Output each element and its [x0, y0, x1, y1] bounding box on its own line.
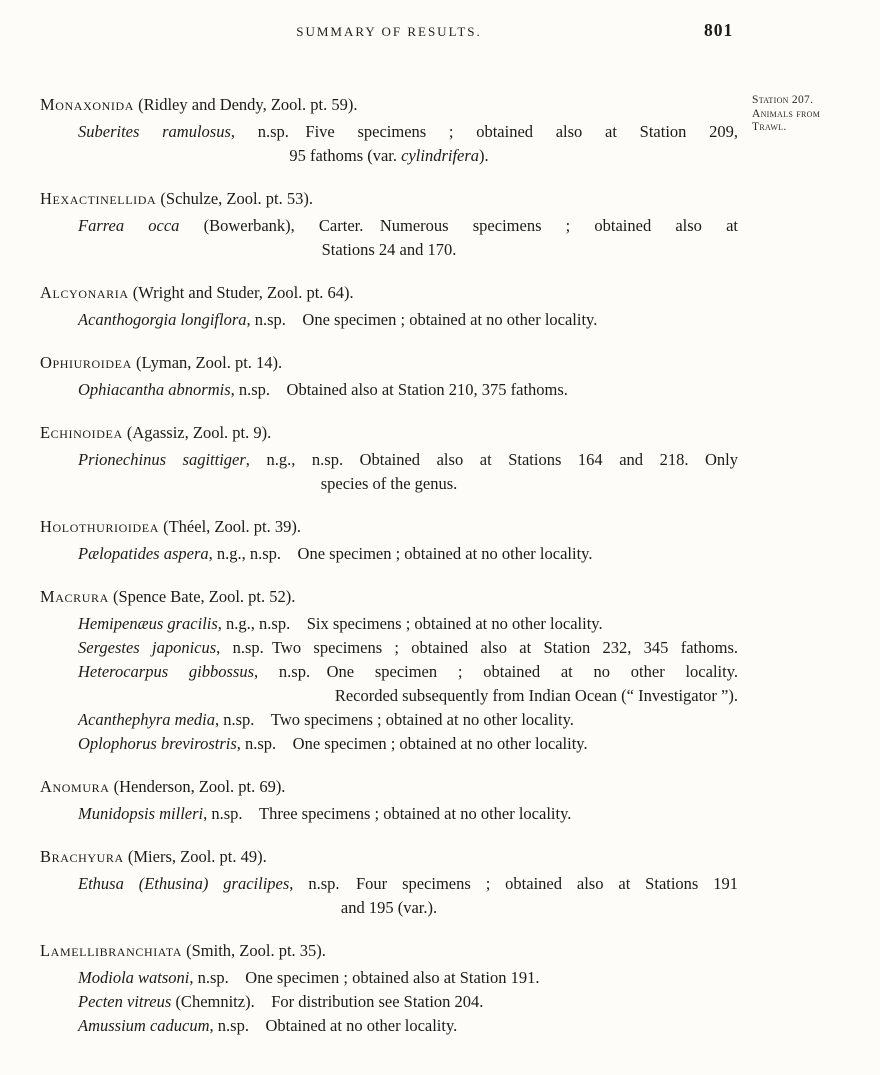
taxon-section	[40, 421, 738, 496]
text-segment: , n.sp. Two specimens ; obtained at no other locality.	[215, 710, 574, 729]
species-name: Hemipenæus gracilis	[78, 614, 218, 633]
section-heading	[40, 515, 738, 539]
species-name: Prionechinus sagittiger	[78, 450, 246, 469]
taxon-section	[40, 351, 738, 402]
entry-line	[78, 660, 738, 684]
text-segment: (Schulze, Zool. pt. 53).	[156, 189, 314, 208]
species-entry	[40, 214, 738, 262]
species-name: Acanthogorgia longiflora	[78, 310, 247, 329]
taxon-name: Holothurioidea	[40, 517, 159, 536]
entry-line	[78, 308, 738, 332]
entry-line	[78, 1014, 738, 1038]
species-name: Sergestes japonicus	[78, 638, 217, 657]
text-segment: (Spence Bate, Zool. pt. 52).	[108, 587, 296, 606]
section-heading	[40, 775, 738, 799]
text-segment: and 195 (var.).	[340, 898, 438, 917]
taxon-name: Macrura	[40, 587, 109, 606]
species-name: Munidopsis milleri	[78, 804, 204, 823]
section-heading	[40, 421, 738, 445]
entry-line	[78, 448, 738, 472]
taxon-section	[40, 93, 738, 168]
section-heading	[40, 281, 738, 305]
text-segment: ).	[479, 146, 489, 165]
taxon-section	[40, 281, 738, 332]
taxon-name: Alcyonaria	[40, 283, 129, 302]
text-segment: Recorded subsequently from Indian Ocean (“ Investigator ”).	[334, 686, 738, 705]
text-segment: (Chemnitz). For distribution see Station 204.	[171, 992, 484, 1011]
species-entry	[40, 636, 738, 660]
entry-line	[78, 966, 738, 990]
taxon-name: Hexactinellida	[40, 189, 157, 208]
species-name: Heterocarpus gibbossus	[78, 662, 254, 681]
text-segment: (Lyman, Zool. pt. 14).	[131, 353, 283, 372]
taxon-section	[40, 585, 738, 756]
entry-line	[78, 542, 738, 566]
entry-line	[40, 472, 738, 496]
species-name: Pecten vitreus	[78, 992, 172, 1011]
page-number: 801	[704, 20, 734, 40]
content-column	[40, 93, 738, 1057]
species-entry	[40, 732, 738, 756]
taxon-name: Monaxonida	[40, 95, 134, 114]
text-segment: (Bowerbank), Carter. Numerous specimens ; obtained also at	[179, 216, 738, 235]
entry-line	[78, 120, 738, 144]
taxon-section	[40, 845, 738, 920]
entry-line	[78, 378, 738, 402]
species-entry	[40, 872, 738, 920]
species-entry	[40, 542, 738, 566]
entry-line	[78, 802, 738, 826]
text-segment: , n.sp. One specimen ; obtained at no other locality.	[236, 734, 588, 753]
text-segment: Stations 24 and 170.	[321, 240, 457, 259]
entry-line	[78, 636, 738, 660]
entry-line	[78, 214, 738, 238]
entry-line	[40, 238, 738, 262]
taxon-name: Lamellibranchiata	[40, 941, 182, 960]
text-segment: , n.g., n.sp. Six specimens ; obtained at no other locality.	[217, 614, 603, 633]
species-name: Ethusa (Ethusina) gracilipes	[78, 874, 290, 893]
text-segment: , n.g., n.sp. Obtained also at Stations 164 and 218. Only	[245, 450, 738, 469]
species-name: cylindrifera	[401, 146, 480, 165]
text-segment: (Miers, Zool. pt. 49).	[123, 847, 267, 866]
species-entry	[40, 612, 738, 636]
text-segment: (Ridley and Dendy, Zool. pt. 59).	[134, 95, 358, 114]
text-segment: (Théel, Zool. pt. 39).	[158, 517, 302, 536]
section-heading	[40, 187, 738, 211]
entry-line	[78, 708, 738, 732]
taxon-section	[40, 515, 738, 566]
text-segment: , n.sp. One specimen ; obtained at no other locality.	[254, 662, 738, 681]
species-name: Amussium caducum	[78, 1016, 210, 1035]
species-name: Acanthephyra media	[78, 710, 216, 729]
text-segment: (Agassiz, Zool. pt. 9).	[122, 423, 272, 442]
species-entry	[40, 308, 738, 332]
margin-note-line: Animals from	[752, 107, 821, 120]
species-entry	[40, 966, 738, 990]
text-segment: (Henderson, Zool. pt. 69).	[109, 777, 286, 796]
section-heading	[40, 845, 738, 869]
species-entry	[40, 802, 738, 826]
margin-note-line: Station 207.	[752, 94, 814, 106]
section-heading	[40, 351, 738, 375]
running-title: SUMMARY OF RESULTS.	[296, 24, 482, 39]
margin-note-line: Trawl.	[752, 121, 787, 133]
entry-line	[78, 612, 738, 636]
species-entry	[40, 708, 738, 732]
section-heading	[40, 93, 738, 117]
text-segment: , n.sp. Three specimens ; obtained at no other locality.	[203, 804, 572, 823]
entry-line	[78, 990, 738, 1014]
species-name: Modiola watsoni	[78, 968, 190, 987]
text-segment: , n.sp. One specimen ; obtained also at Station 191.	[189, 968, 540, 987]
text-segment: (Smith, Zool. pt. 35).	[181, 941, 326, 960]
species-entry	[40, 378, 738, 402]
text-segment: , n.g., n.sp. One specimen ; obtained at no other locality.	[208, 544, 593, 563]
species-entry	[40, 1014, 738, 1038]
text-segment: , n.sp. Obtained also at Station 210, 375 fathoms.	[230, 380, 568, 399]
species-entry	[40, 660, 738, 708]
entry-line	[40, 144, 738, 168]
taxon-name: Anomura	[40, 777, 110, 796]
text-segment: , n.sp. Four specimens ; obtained also at Stations 191	[289, 874, 739, 893]
text-segment: (Wright and Studer, Zool. pt. 64).	[128, 283, 354, 302]
entry-line	[78, 732, 738, 756]
margin-note	[752, 94, 872, 135]
section-heading	[40, 585, 738, 609]
text-segment: , n.sp. One specimen ; obtained at no other locality.	[246, 310, 598, 329]
text-segment: , n.sp. Two specimens ; obtained also at Station 232, 345 fathoms.	[216, 638, 739, 657]
entry-line	[78, 872, 738, 896]
species-name: Ophiacantha abnormis	[78, 380, 231, 399]
text-segment: 95 fathoms (var.	[289, 146, 402, 165]
taxon-section	[40, 775, 738, 826]
section-heading	[40, 939, 738, 963]
species-name: Oplophorus brevirostris	[78, 734, 237, 753]
species-entry	[40, 120, 738, 168]
entry-line	[40, 684, 738, 708]
text-segment: , n.sp. Obtained at no other locality.	[209, 1016, 458, 1035]
species-name: Farrea occa	[78, 216, 180, 235]
taxon-section	[40, 187, 738, 262]
entry-line	[40, 896, 738, 920]
species-name: Suberites ramulosus	[78, 122, 231, 141]
species-entry	[40, 448, 738, 496]
taxon-name: Brachyura	[40, 847, 124, 866]
text-segment: , n.sp. Five specimens ; obtained also at Station 209,	[230, 122, 738, 141]
text-segment: species of the genus.	[320, 474, 458, 493]
species-entry	[40, 990, 738, 1014]
species-name: Pælopatides aspera	[78, 544, 209, 563]
taxon-name: Echinoidea	[40, 423, 123, 442]
taxon-section	[40, 939, 738, 1038]
taxon-name: Ophiuroidea	[40, 353, 132, 372]
